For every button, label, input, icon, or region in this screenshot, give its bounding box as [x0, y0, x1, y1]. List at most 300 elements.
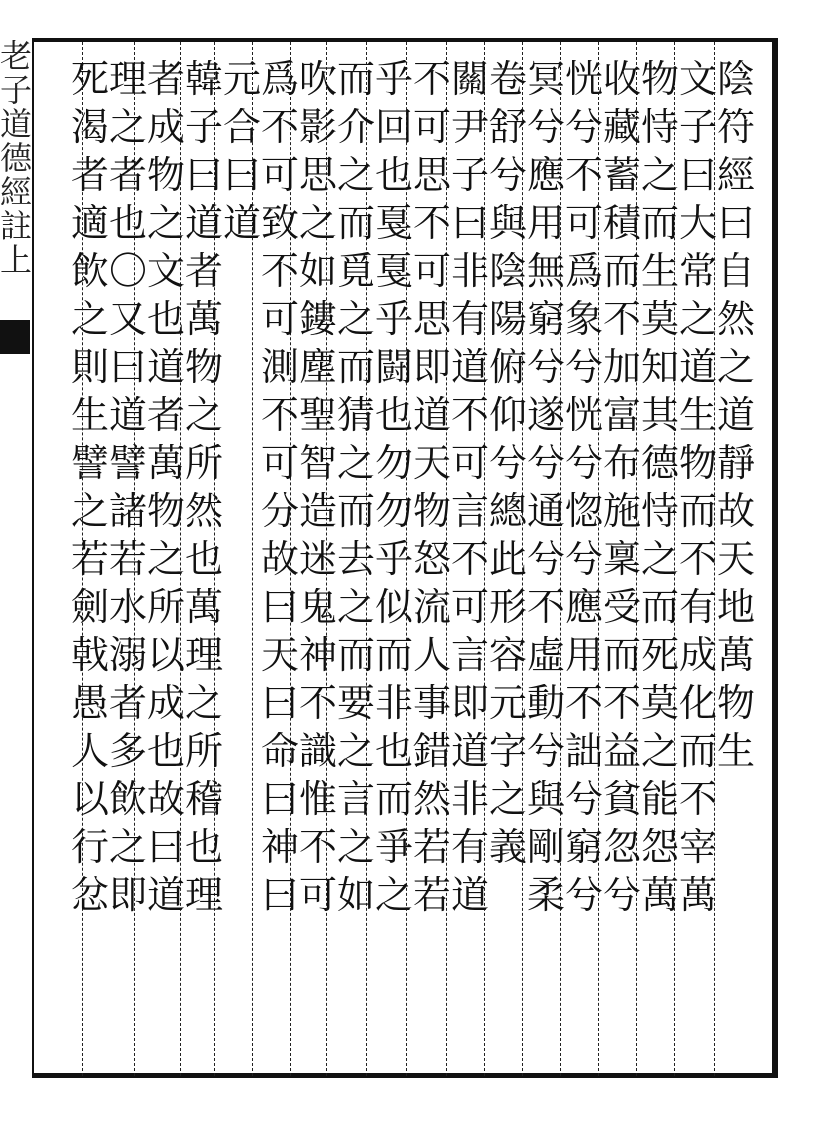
- glyph: 韓: [184, 60, 223, 101]
- glyph: 所: [184, 732, 223, 773]
- glyph: 稽: [184, 780, 223, 821]
- glyph: 而: [336, 60, 375, 101]
- glyph: 也: [146, 300, 185, 341]
- glyph: 鏤: [298, 300, 337, 341]
- glyph: 造: [298, 492, 337, 533]
- glyph: 可: [412, 252, 451, 293]
- glyph: 卷: [488, 60, 527, 101]
- glyph: 形: [488, 588, 527, 629]
- glyph: 之: [184, 684, 223, 725]
- glyph: 若: [108, 540, 147, 581]
- glyph: 之: [70, 492, 109, 533]
- glyph: 可: [260, 444, 299, 485]
- spine-text: [0, 40, 32, 278]
- glyph: 聖: [298, 396, 337, 437]
- glyph: 遂: [526, 396, 565, 437]
- glyph: 道: [108, 396, 147, 437]
- text-column: [222, 60, 262, 1068]
- glyph: 道: [184, 204, 223, 245]
- glyph: 容: [488, 636, 527, 677]
- glyph: 舒: [488, 108, 527, 149]
- text-column: [488, 60, 528, 1068]
- glyph: 言: [450, 636, 489, 677]
- glyph: 怨: [640, 828, 679, 869]
- glyph: 神: [260, 828, 299, 869]
- glyph: 萬: [146, 444, 185, 485]
- glyph: 不: [412, 204, 451, 245]
- glyph: 加: [602, 348, 641, 389]
- glyph: 道: [146, 348, 185, 389]
- spine-glyph: 上: [0, 241, 32, 279]
- glyph: 而: [602, 636, 641, 677]
- glyph: 曰: [678, 156, 717, 197]
- glyph: 曰: [184, 156, 223, 197]
- glyph: 積: [602, 204, 641, 245]
- glyph: 忽: [602, 828, 641, 869]
- glyph: 不: [260, 108, 299, 149]
- glyph: 之: [336, 444, 375, 485]
- glyph: 成: [146, 684, 185, 725]
- glyph: 曰: [146, 828, 185, 869]
- glyph: 可: [450, 444, 489, 485]
- glyph: 總: [488, 492, 527, 533]
- glyph: 溺: [108, 636, 147, 677]
- glyph: 符: [716, 108, 755, 149]
- glyph: 戛: [374, 252, 413, 293]
- glyph: 故: [260, 540, 299, 581]
- glyph: 影: [298, 108, 337, 149]
- glyph: 道: [146, 876, 185, 917]
- text-column: [526, 60, 566, 1068]
- glyph: 不: [298, 828, 337, 869]
- glyph: 又: [108, 300, 147, 341]
- glyph: 萬: [716, 636, 755, 677]
- glyph: 通: [526, 492, 565, 533]
- glyph: 思: [412, 300, 451, 341]
- glyph: 分: [260, 492, 299, 533]
- text-column: [716, 60, 756, 1068]
- spine-edge: [0, 40, 32, 1080]
- glyph: 爲: [564, 252, 603, 293]
- glyph: 勿: [374, 492, 413, 533]
- glyph: 譬: [70, 444, 109, 485]
- glyph: 道: [450, 348, 489, 389]
- glyph: 稟: [602, 540, 641, 581]
- glyph: 故: [146, 780, 185, 821]
- glyph: 者: [70, 156, 109, 197]
- glyph: 兮: [564, 348, 603, 389]
- glyph: 故: [716, 492, 755, 533]
- glyph: 動: [526, 684, 565, 725]
- text-column: [336, 60, 376, 1068]
- glyph: 兮: [488, 444, 527, 485]
- glyph: 理: [108, 60, 147, 101]
- spine-glyph: 經: [0, 173, 32, 211]
- glyph: 乎: [374, 60, 413, 101]
- glyph: 然: [412, 780, 451, 821]
- glyph: 應: [526, 156, 565, 197]
- glyph: 物: [184, 348, 223, 389]
- glyph: 兮: [564, 876, 603, 917]
- glyph: 則: [70, 348, 109, 389]
- glyph: 道: [450, 876, 489, 917]
- text-column: [260, 60, 300, 1068]
- glyph: 施: [602, 492, 641, 533]
- glyph: 而: [374, 780, 413, 821]
- glyph: 而: [602, 252, 641, 293]
- glyph: 怒: [412, 540, 451, 581]
- glyph: 而: [374, 636, 413, 677]
- glyph: 測: [260, 348, 299, 389]
- glyph: 以: [70, 780, 109, 821]
- glyph: 闘: [374, 348, 413, 389]
- glyph: 言: [336, 780, 375, 821]
- glyph: 收: [602, 60, 641, 101]
- glyph: 有: [450, 828, 489, 869]
- glyph: 之: [678, 300, 717, 341]
- glyph: 不: [564, 684, 603, 725]
- glyph: 蓄: [602, 156, 641, 197]
- glyph: 惚: [564, 492, 603, 533]
- glyph: 迷: [298, 540, 337, 581]
- glyph: 與: [488, 204, 527, 245]
- glyph: 也: [184, 828, 223, 869]
- glyph: 戛: [374, 204, 413, 245]
- glyph: 也: [374, 732, 413, 773]
- glyph: 自: [716, 252, 755, 293]
- glyph: 字: [488, 732, 527, 773]
- glyph: 之: [336, 156, 375, 197]
- glyph: 曰: [260, 780, 299, 821]
- glyph: 勿: [374, 444, 413, 485]
- glyph: 宰: [678, 828, 717, 869]
- glyph: 以: [146, 636, 185, 677]
- glyph: 如: [298, 252, 337, 293]
- glyph: 而: [678, 732, 717, 773]
- glyph: 吹: [298, 60, 337, 101]
- glyph: 可: [260, 300, 299, 341]
- glyph: 道: [450, 732, 489, 773]
- glyph: 所: [146, 588, 185, 629]
- glyph: 曰: [108, 348, 147, 389]
- glyph: 陰: [716, 60, 755, 101]
- glyph: 靜: [716, 444, 755, 485]
- glyph: 事: [412, 684, 451, 725]
- glyph: 不: [450, 540, 489, 581]
- glyph: 柔: [526, 876, 565, 917]
- text-column: [298, 60, 338, 1068]
- glyph: 道: [716, 396, 755, 437]
- glyph: 飲: [108, 780, 147, 821]
- glyph: 乎: [374, 540, 413, 581]
- glyph: 錯: [412, 732, 451, 773]
- glyph: 可: [298, 876, 337, 917]
- glyph: 能: [640, 780, 679, 821]
- glyph: 有: [450, 300, 489, 341]
- text-column: [564, 60, 604, 1068]
- glyph: 子: [450, 156, 489, 197]
- glyph: 兮: [526, 540, 565, 581]
- glyph: 致: [260, 204, 299, 245]
- glyph: 爲: [260, 60, 299, 101]
- glyph: 生: [640, 252, 679, 293]
- glyph: 劍: [70, 588, 109, 629]
- glyph: 與: [526, 780, 565, 821]
- glyph: 不: [260, 252, 299, 293]
- text-column: [374, 60, 414, 1068]
- glyph: 不: [678, 540, 717, 581]
- spine-glyph: 子: [0, 71, 32, 109]
- glyph: 富: [602, 396, 641, 437]
- glyph: 受: [602, 588, 641, 629]
- glyph: 爭: [374, 828, 413, 869]
- glyph: 曰: [716, 204, 755, 245]
- text-column: [146, 60, 186, 1068]
- ink-mark: [0, 320, 30, 354]
- glyph: 而: [336, 348, 375, 389]
- glyph: 水: [108, 588, 147, 629]
- glyph: 之: [146, 204, 185, 245]
- glyph: 之: [336, 732, 375, 773]
- glyph: 兮: [526, 108, 565, 149]
- glyph: 道: [412, 396, 451, 437]
- glyph: 死: [640, 636, 679, 677]
- glyph: 之: [640, 732, 679, 773]
- glyph: 若: [412, 876, 451, 917]
- glyph: 不: [412, 60, 451, 101]
- glyph: 不: [678, 780, 717, 821]
- glyph: 兮: [488, 156, 527, 197]
- glyph: 天: [716, 540, 755, 581]
- glyph: 惟: [298, 780, 337, 821]
- glyph: 曰: [450, 204, 489, 245]
- spine-glyph: 道: [0, 105, 32, 143]
- glyph: 物: [678, 444, 717, 485]
- text-column: [678, 60, 718, 1068]
- glyph: 有: [678, 588, 717, 629]
- glyph: 非: [450, 780, 489, 821]
- glyph: 物: [412, 492, 451, 533]
- glyph: 而: [640, 588, 679, 629]
- glyph: 恍: [564, 60, 603, 101]
- glyph: 適: [70, 204, 109, 245]
- glyph: 之: [716, 348, 755, 389]
- glyph: 命: [260, 732, 299, 773]
- glyph: 〇: [108, 252, 147, 293]
- glyph: 曰: [260, 876, 299, 917]
- glyph: 然: [184, 492, 223, 533]
- glyph: 應: [564, 588, 603, 629]
- glyph: 兮: [564, 540, 603, 581]
- glyph: 然: [716, 300, 755, 341]
- glyph: 布: [602, 444, 641, 485]
- glyph: 之: [640, 156, 679, 197]
- glyph: 兮: [526, 732, 565, 773]
- glyph: 忿: [70, 876, 109, 917]
- glyph: 萬: [184, 300, 223, 341]
- glyph: 不: [602, 684, 641, 725]
- glyph: 不: [450, 396, 489, 437]
- glyph: 兮: [526, 444, 565, 485]
- glyph: 曰: [260, 684, 299, 725]
- glyph: 言: [450, 492, 489, 533]
- glyph: 之: [108, 108, 147, 149]
- glyph: 多: [108, 732, 147, 773]
- glyph: 也: [374, 156, 413, 197]
- glyph: 德: [640, 444, 679, 485]
- glyph: 尹: [450, 108, 489, 149]
- glyph: 兮: [564, 108, 603, 149]
- glyph: 關: [450, 60, 489, 101]
- glyph: 若: [70, 540, 109, 581]
- glyph: 物: [146, 156, 185, 197]
- glyph: 愚: [70, 684, 109, 725]
- glyph: 譬: [108, 444, 147, 485]
- glyph: 如: [336, 876, 375, 917]
- glyph: 兮: [564, 780, 603, 821]
- glyph: 兮: [564, 444, 603, 485]
- glyph: 用: [526, 204, 565, 245]
- text-column: [412, 60, 452, 1068]
- glyph: 曰: [222, 156, 261, 197]
- glyph: 非: [450, 252, 489, 293]
- glyph: 人: [412, 636, 451, 677]
- glyph: 經: [716, 156, 755, 197]
- glyph: 物: [640, 60, 679, 101]
- glyph: 介: [336, 108, 375, 149]
- glyph: 之: [336, 300, 375, 341]
- text-column: [640, 60, 680, 1068]
- glyph: 智: [298, 444, 337, 485]
- glyph: 不: [260, 396, 299, 437]
- glyph: 不: [564, 156, 603, 197]
- glyph: 識: [298, 732, 337, 773]
- glyph: 莫: [640, 300, 679, 341]
- glyph: 莫: [640, 684, 679, 725]
- glyph: 行: [70, 828, 109, 869]
- glyph: 可: [412, 108, 451, 149]
- glyph: 物: [146, 492, 185, 533]
- glyph: 生: [716, 732, 755, 773]
- text-column: [70, 60, 110, 1068]
- glyph: 即: [450, 684, 489, 725]
- glyph: 知: [640, 348, 679, 389]
- glyph: 元: [488, 684, 527, 725]
- glyph: 之: [70, 300, 109, 341]
- glyph: 子: [184, 108, 223, 149]
- glyph: 恍: [564, 396, 603, 437]
- glyph: 無: [526, 252, 565, 293]
- glyph: 恃: [640, 492, 679, 533]
- glyph: 之: [640, 540, 679, 581]
- glyph: 可: [450, 588, 489, 629]
- glyph: 思: [412, 156, 451, 197]
- glyph: 曰: [260, 588, 299, 629]
- glyph: 回: [374, 108, 413, 149]
- glyph: 文: [678, 60, 717, 101]
- glyph: 而: [640, 204, 679, 245]
- glyph: 戟: [70, 636, 109, 677]
- glyph: 成: [146, 108, 185, 149]
- glyph: 者: [146, 396, 185, 437]
- glyph: 之: [298, 204, 337, 245]
- glyph: 不: [526, 588, 565, 629]
- glyph: 益: [602, 732, 641, 773]
- glyph: 可: [260, 156, 299, 197]
- glyph: 諸: [108, 492, 147, 533]
- glyph: 兮: [526, 348, 565, 389]
- glyph: 之: [336, 588, 375, 629]
- glyph: 道: [678, 348, 717, 389]
- glyph: 之: [108, 828, 147, 869]
- glyph: 也: [184, 540, 223, 581]
- glyph: 思: [298, 156, 337, 197]
- glyph: 恃: [640, 108, 679, 149]
- glyph: 詘: [564, 732, 603, 773]
- glyph: 飲: [70, 252, 109, 293]
- glyph: 而: [336, 636, 375, 677]
- glyph: 去: [336, 540, 375, 581]
- glyph: 死: [70, 60, 109, 101]
- spine-glyph: 老: [0, 40, 32, 75]
- text-column: [108, 60, 148, 1068]
- glyph: 人: [70, 732, 109, 773]
- glyph: 此: [488, 540, 527, 581]
- glyph: 物: [716, 684, 755, 725]
- glyph: 非: [374, 684, 413, 725]
- glyph: 冥: [526, 60, 565, 101]
- glyph: 萬: [640, 876, 679, 917]
- glyph: 大: [678, 204, 717, 245]
- glyph: 也: [108, 204, 147, 245]
- glyph: 乎: [374, 300, 413, 341]
- glyph: 似: [374, 588, 413, 629]
- glyph: 化: [678, 684, 717, 725]
- glyph: 俯: [488, 348, 527, 389]
- glyph: 地: [716, 588, 755, 629]
- glyph: 陰: [488, 252, 527, 293]
- glyph: 之: [488, 780, 527, 821]
- glyph: 之: [184, 396, 223, 437]
- glyph: 不: [602, 300, 641, 341]
- glyph: 生: [70, 396, 109, 437]
- glyph: 常: [678, 252, 717, 293]
- glyph: 窮: [526, 300, 565, 341]
- glyph: 道: [222, 204, 261, 245]
- glyph: 窮: [564, 828, 603, 869]
- glyph: 之: [336, 828, 375, 869]
- glyph: 生: [678, 396, 717, 437]
- glyph: 虛: [526, 636, 565, 677]
- glyph: 者: [184, 252, 223, 293]
- glyph: 成: [678, 636, 717, 677]
- glyph: 神: [298, 636, 337, 677]
- glyph: 者: [108, 684, 147, 725]
- glyph: 用: [564, 636, 603, 677]
- spine-glyph: 德: [0, 139, 32, 177]
- glyph: 藏: [602, 108, 641, 149]
- glyph: 元: [222, 60, 261, 101]
- glyph: 覓: [336, 252, 375, 293]
- text-column: [184, 60, 224, 1068]
- glyph: 即: [412, 348, 451, 389]
- text-column: [450, 60, 490, 1068]
- glyph: 也: [146, 732, 185, 773]
- glyph: 也: [374, 396, 413, 437]
- glyph: 而: [336, 492, 375, 533]
- glyph: 文: [146, 252, 185, 293]
- glyph: 而: [336, 204, 375, 245]
